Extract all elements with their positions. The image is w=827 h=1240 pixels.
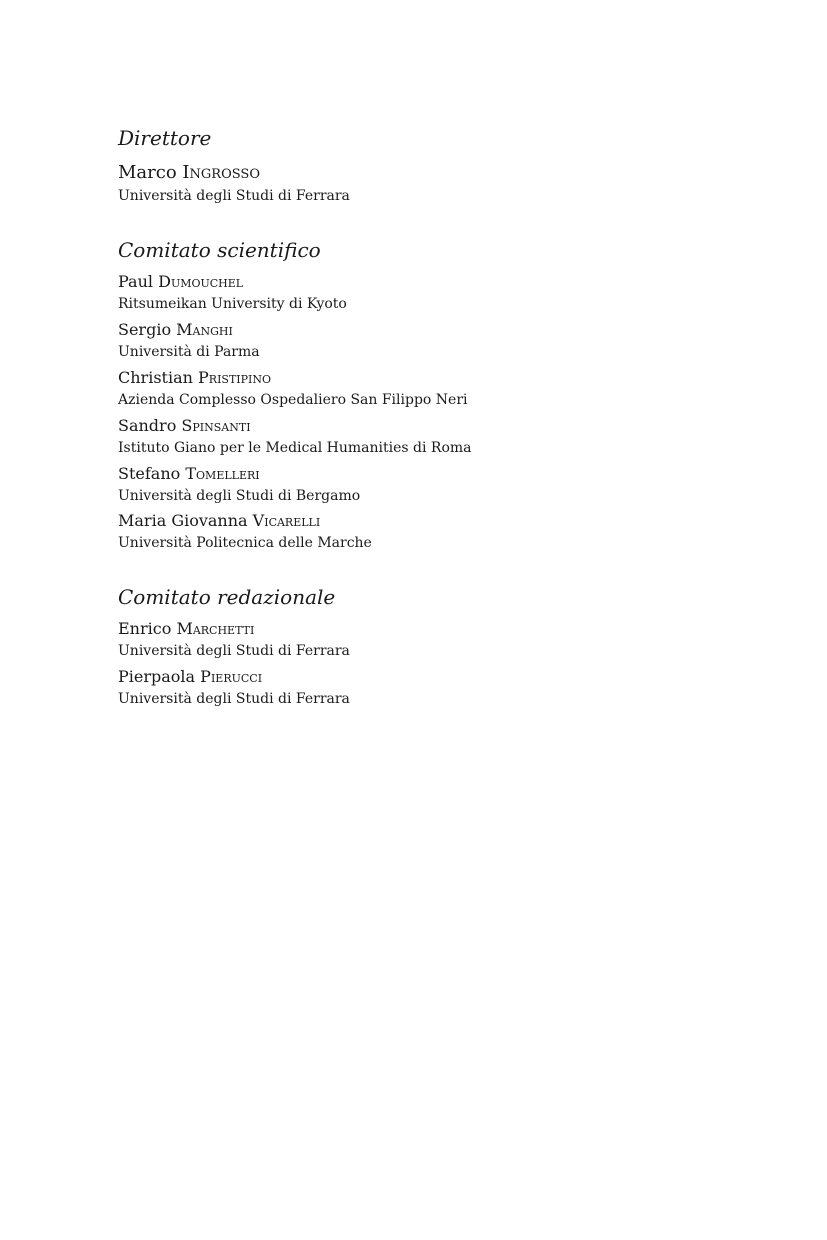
member-surname: Manghi xyxy=(176,320,233,339)
member-name xyxy=(118,320,260,340)
member-given-name: Sergio xyxy=(118,320,172,339)
member-name xyxy=(118,511,372,531)
member-entry xyxy=(118,416,472,457)
member-given-name: Stefano xyxy=(118,464,181,483)
member-name xyxy=(118,619,350,639)
member-name xyxy=(118,464,360,484)
member-affiliation: Università degli Studi di Ferrara xyxy=(118,643,350,659)
member-affiliation: Azienda Complesso Ospedaliero San Filippo Neri xyxy=(118,392,468,408)
member-entry xyxy=(118,511,372,552)
section-heading-director: Direttore xyxy=(118,126,212,150)
member-entry xyxy=(118,162,350,205)
member-surname: Pierucci xyxy=(200,667,263,686)
member-entry xyxy=(118,320,260,361)
member-given-name: Enrico xyxy=(118,619,172,638)
member-surname: Pristipino xyxy=(198,368,272,387)
member-surname: Vicarelli xyxy=(252,511,321,530)
member-affiliation: Università degli Studi di Bergamo xyxy=(118,488,361,504)
member-given-name: Sandro xyxy=(118,416,177,435)
member-entry xyxy=(118,368,468,409)
member-given-name: Paul xyxy=(118,272,154,291)
member-given-name: Christian xyxy=(118,368,193,387)
member-surname: Spinsanti xyxy=(181,416,251,435)
member-affiliation: Università degli Studi di Ferrara xyxy=(118,188,350,204)
member-name xyxy=(118,272,347,292)
member-entry xyxy=(118,619,350,660)
member-surname: Dumouchel xyxy=(158,272,244,291)
member-affiliation: Università Politecnica delle Marche xyxy=(118,535,372,551)
member-name xyxy=(118,416,472,436)
member-surname: Marchetti xyxy=(176,619,255,638)
member-affiliation: Ritsumeikan University di Kyoto xyxy=(118,296,347,312)
member-given-name: Pierpaola xyxy=(118,667,196,686)
member-given-name: Marco xyxy=(118,162,177,183)
member-surname: Tomelleri xyxy=(185,464,260,483)
member-name xyxy=(118,162,350,184)
member-affiliation: Istituto Giano per le Medical Humanities di Roma xyxy=(118,440,472,456)
member-affiliation: Università di Parma xyxy=(118,344,260,360)
member-entry xyxy=(118,464,360,505)
member-name xyxy=(118,667,350,687)
section-heading-editorial-committee: Comitato redazionale xyxy=(118,585,336,609)
member-entry xyxy=(118,272,347,313)
section-heading-scientific-committee: Comitato scientifico xyxy=(118,238,321,262)
member-affiliation: Università degli Studi di Ferrara xyxy=(118,691,350,707)
member-name xyxy=(118,368,468,388)
member-surname: Ingrosso xyxy=(182,162,260,183)
member-entry xyxy=(118,667,350,708)
member-given-name: Maria Giovanna xyxy=(118,511,248,530)
